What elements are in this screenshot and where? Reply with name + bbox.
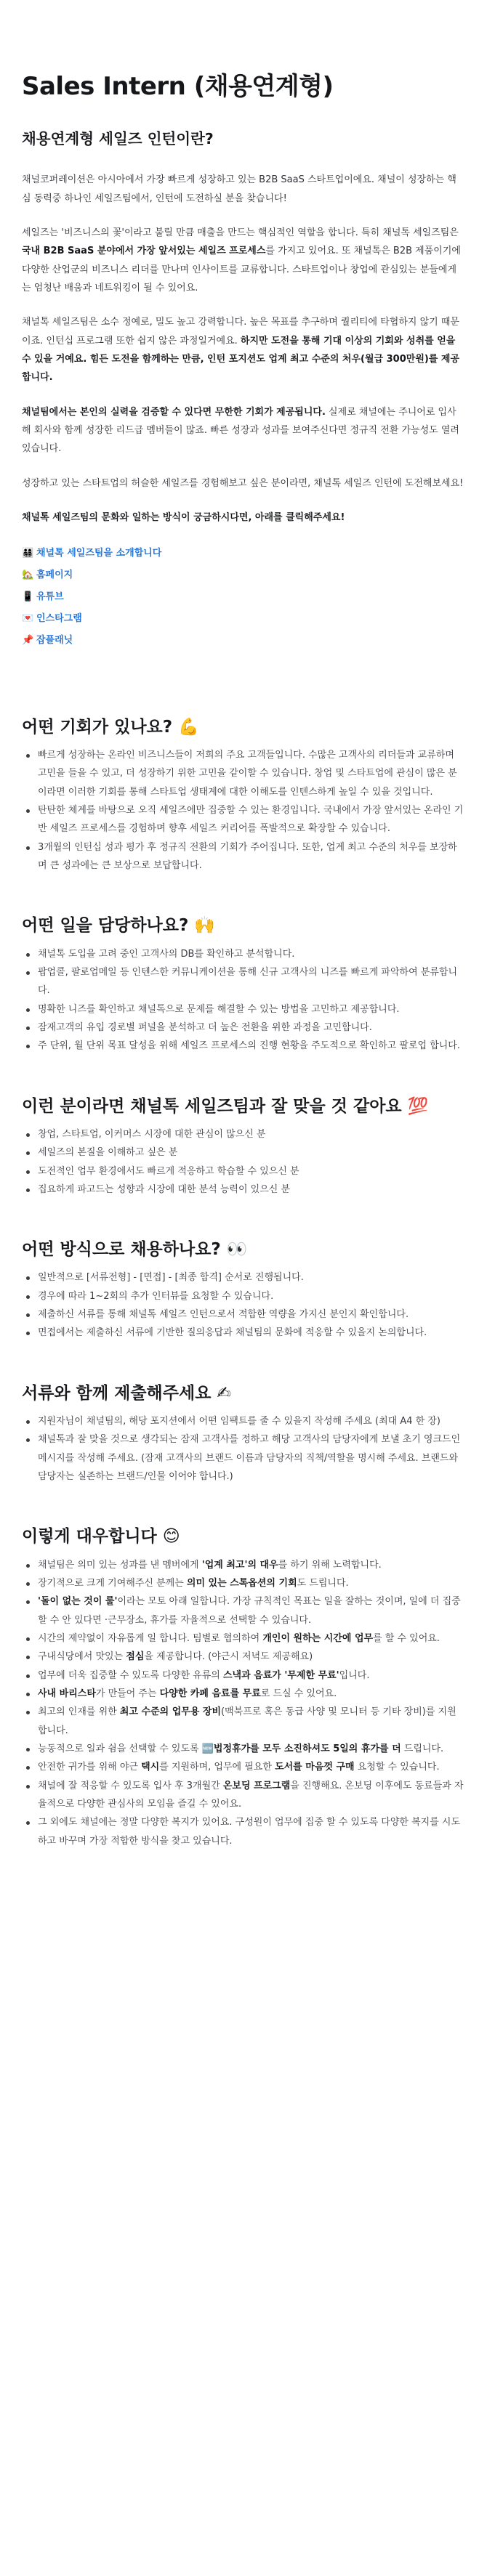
list-item: 창업, 스타트업, 이커머스 시장에 대한 관심이 많으신 분 [22,1125,465,1143]
list-item: 일반적으로 [서류전형] - [면접] - [최종 합격] 순서로 진행됩니다. [22,1268,465,1287]
bold-text: 최고 수준의 업무용 장비 [119,1706,222,1718]
text: 그 외에도 채널에는 정말 다양한 복지가 있어요. 구성원이 업무에 집중 할 수 있도록 다양한 복지를 시도하고 바꾸며 가장 적합한 방식을 찾고 있습니다. [38,1817,460,1847]
text: 도 드립니다. [297,1577,349,1589]
list-item: 잠재고객의 유입 경로별 퍼널을 분석하고 더 높은 전환을 위한 과정을 고민합니다. [22,1018,465,1037]
bold-text: 점심 [126,1651,145,1663]
text: 요청할 수 있습니다. [354,1762,440,1773]
text: 최고의 인재를 위한 [38,1706,120,1718]
section-heading: 이렇게 대우합니다 😊 [22,1527,180,1547]
section-heading: 어떤 방식으로 채용하나요? 👀 [22,1240,248,1260]
house-icon: 🏡 [22,570,34,581]
bold-text: 스낵과 음료가 '무제한 무료' [222,1669,339,1681]
list-item: 제출하신 서류를 통해 채널톡 세일즈 인턴으로서 적합한 역량을 가지신 분인지 확인합니다. [22,1305,465,1324]
list-item [22,1648,465,1666]
list-item: 팝업콜, 팔로업메일 등 인텐스한 커뮤니케이션을 통해 신규 고객사의 니즈를 빠르게 파악하여 분류합니다. [22,963,465,1000]
section-heading: 서류와 함께 제출해주세요 ✍ [22,1383,231,1403]
list-item: 명확한 니즈를 확인하고 채널톡으로 문제를 해결할 수 있는 방법을 고민하고 제공합니다. [22,1000,465,1018]
list-item [22,1629,465,1648]
list-item: 집요하게 파고드는 성향과 시장에 대한 분석 능력이 있으신 분 [22,1180,465,1199]
bullet-list [22,1125,465,1199]
text: 채널에 잘 적응할 수 있도록 입사 후 3개월간 [38,1780,223,1791]
text: 가 만들어 주는 [95,1688,160,1699]
list-item: 지원자님이 채널팀의, 해당 포지션에서 어떤 임팩트를 줄 수 있을지 작성해 주세요 (최대 A4 한 장) [22,1412,465,1430]
list-item [22,1574,465,1592]
link-row [22,630,465,652]
text: 로 드실 수 있어요. [260,1688,337,1699]
bold-text: '업계 최고'의 대우 [201,1559,278,1571]
text: 능동적으로 일과 쉼을 선택할 수 있도록 [38,1743,202,1754]
bold-text: 택시 [141,1762,160,1773]
link-row [22,564,465,586]
family-icon: 👨‍👩‍👧‍👦 [22,548,34,559]
phone-icon: 📱 [22,591,34,603]
page-title: Sales Intern (채용연계형) [22,72,334,101]
link-instagram[interactable]: 인스타그램 [36,613,82,625]
section-hiring-process [22,1238,465,1342]
list-item: 탄탄한 체계를 바탕으로 오직 세일즈에만 집중할 수 있는 환경입니다. 국내에서 가장 앞서있는 온라인 기반 세일즈 프로세스를 경험하며 향후 세일즈 커리어를 폭발적으로 확장할 수 있습니다. [22,801,465,838]
bullet-list [22,746,465,875]
link-homepage[interactable]: 홈페이지 [36,570,73,581]
section-heading: 어떤 일을 담당하나요? 🙌 [22,916,215,936]
list-item [22,1685,465,1703]
list-item: 채널톡과 잘 맞을 것으로 생각되는 잠재 고객사를 정하고 해당 고객사의 담당자에게 보낼 초기 영크드인 메시지를 작성해 주세요. (잠재 고객사의 브랜드 이름과 담당자의 직책/역할을 명시해 주세요. 브랜드와 담당자는 실존하는 브랜드/인물 이어야 합니다.) [22,1430,465,1486]
bold-text: 도서를 마음껏 구매 [275,1762,355,1773]
text: 업무에 더욱 집중할 수 있도록 다양한 유류의 [38,1669,223,1681]
section-heading: 이런 분이라면 채널톡 세일즈팀과 잘 맞을 것 같아요 💯 [22,1096,429,1116]
text: 채널팀은 의미 있는 성과를 낸 멤버에게 [38,1559,202,1571]
bullet-list [22,1556,465,1851]
list-item: 면접에서는 제출하신 서류에 기반한 질의응답과 채널팀의 문화에 적응할 수 있을지 논의합니다. [22,1324,465,1342]
link-row [22,608,465,630]
list-item [22,1556,465,1574]
link-youtube[interactable]: 유튜브 [36,591,64,603]
bold-text: 사내 바리스타 [38,1688,96,1699]
list-item: 빠르게 성장하는 온라인 비즈니스들이 저희의 주요 고객들입니다. 수많은 고객사의 리더들과 교류하며 고민을 들을 수 있고, 더 성장하기 위한 고민을 같이할 수 있습니다. 창업 및 스타트업에 관심이 많은 분이라면 이러한 기회를 통해 스타트업 생태계에 대한 이해도를 인텐스하게 높일 수 있을 것입니다. [22,746,465,801]
intro-callout: 채널톡 세일즈팀의 문화와 일하는 방식이 궁금하시다면, 아래를 클릭해주세요! [22,512,345,523]
bold-text: '돌이 없는 것이 룰' [38,1596,118,1608]
list-item: 3개월의 인턴십 성과 평가 후 정규직 전환의 기회가 주어집니다. 또한, 업계 최고 수준의 처우를 보장하며 큰 성과에는 큰 보상으로 보답합니다. [22,838,465,875]
list-item: 세일즈의 본질을 이해하고 싶은 분 [22,1143,465,1162]
intro-paragraph: 채널톡 세일즈팀은 소수 정예로, 밀도 높고 강력합니다. 높은 목표를 추구하며 퀄리티에 타협하지 않기 때문이죠. 인턴십 프로그램 또한 쉽지 않은 과정일거예요. 하지만 도전을 통해 기대 이상의 기회와 성취를 얻을 수 있을 거예요. 힘든 도전을 함께하는 만큼, 인턴 포지션도 업계 최고 수준의 처우(월급 300만원)를 제공합니다. [22,317,460,384]
text: 를 할 수 있어요. [373,1632,440,1644]
bold-text: 🆕법정휴가를 모두 소진하셔도 5일의 휴가를 더 [201,1743,401,1754]
list-item [22,1813,465,1850]
list-item: 도전적인 업무 환경에서도 빠르게 적응하고 학습할 수 있으신 분 [22,1162,465,1180]
pushpin-icon: 📌 [22,634,34,646]
text: 을 제공합니다. (야근시 저녁도 제공해요) [144,1651,313,1663]
intro-paragraph: 세일즈는 '비즈니스의 꽃'이라고 불릴 만큼 매출을 만드는 핵심적인 역할을 합니다. 특히 채널톡 세일즈팀은 국내 B2B SaaS 분야에서 가장 앞서있는 세일즈 프로세스를 가지고 있어요. 또 채널톡은 B2B 제품이기에 다양한 산업군의 비즈니스 리더를 만나며 인사이트를 교류합니다. 스타트업이나 창업에 관심있는 분들에게는 엄청난 배움과 네트워킹이 될 수 있어요. [22,227,461,293]
link-jobplanet[interactable]: 잡플래닛 [36,634,73,646]
link-sales-team-intro[interactable]: 채널톡 세일즈팀을 소개합니다 [36,548,162,559]
text: 안전한 귀가를 위해 야근 [38,1762,142,1773]
text: 시간의 제약없이 자유롭게 일 합니다. 팀별로 협의하여 [38,1632,263,1644]
section-benefits [22,1525,465,1850]
text: 입니다. [339,1669,370,1681]
text: 장기적으로 크게 기여해주신 분께는 [38,1577,187,1589]
text: 을 진행해요. 온보딩 이후에도 동료들과 자율적으로 다양한 관심사의 모임을 즐길 수 있어요. [38,1780,464,1810]
list-item [22,1740,465,1758]
text: 이라는 모토 아래 일합니다. 가장 규칙적인 목표는 일을 잘하는 것이며, 일에 더 집중할 수 안 있다면 ·근무장소, 휴가를 자율적으로 선택할 수 있습니다. [38,1596,461,1626]
text: 를 지원하며, 업무에 필요한 [159,1762,275,1773]
bullet-list [22,1412,465,1486]
list-item: 주 단위, 월 단위 목표 달성을 위해 세일즈 프로세스의 진행 현황을 주도적으로 확인하고 팔로업 합니다. [22,1037,465,1055]
list-item [22,1703,465,1740]
bullet-list [22,945,465,1056]
intro-body [22,171,465,527]
list-item [22,1758,465,1776]
intro-paragraph: 채널코퍼레이션은 아시아에서 가장 빠르게 성장하고 있는 B2B SaaS 스타트업이에요. 채널이 성장하는 핵심 동력중 하나인 세일즈팀에서, 인턴에 도전하실 분을 찾습니다! [22,174,456,204]
link-list [22,543,465,651]
section-opportunities [22,716,465,875]
bold-text: 다양한 카페 음료를 무료 [159,1688,261,1699]
text: (맥북프로 혹은 동급 사양 및 모니터 등 기타 장비)를 지원합니다. [38,1706,456,1736]
link-row [22,543,465,564]
bullet-list [22,1268,465,1342]
text: 드립니다. [401,1743,444,1754]
intro-paragraph: 채널팀에서는 본인의 실력을 검증할 수 있다면 무한한 기회가 제공됩니다. 실제로 채널에는 주니어로 입사해 회사와 함께 성장한 리드급 멤버들이 많죠. 빠른 성장과 성과를 보여주신다면 정규직 전환 가능성도 열려 있습니다. [22,406,459,455]
text: 구내식당에서 맛있는 [38,1651,126,1663]
section-responsibilities [22,914,465,1055]
link-row [22,586,465,608]
list-item [22,1666,465,1685]
section-heading: 어떤 기회가 있나요? 💪 [22,717,199,737]
section-submission [22,1382,465,1486]
list-item [22,1777,465,1814]
bold-text: 의미 있는 스톡옵션의 기회 [186,1577,297,1589]
intro-heading: 채용연계형 세일즈 인턴이란? [22,129,214,147]
list-item: 채널톡 도입을 고려 중인 고객사의 DB를 확인하고 분석합니다. [22,945,465,963]
bold-text: 온보딩 프로그램 [222,1780,291,1791]
section-fit [22,1095,465,1199]
love-letter-icon: 💌 [22,613,34,625]
list-item: 경우에 따라 1~2회의 추가 인터뷰를 요청할 수 있습니다. [22,1287,465,1305]
list-item [22,1592,465,1629]
intro-paragraph: 성장하고 있는 스타트업의 허슬한 세일즈를 경험해보고 싶은 분이라면, 채널톡 세일즈 인턴에 도전해보세요! [22,477,464,489]
text: 를 하기 위해 노력합니다. [278,1559,382,1571]
bold-text: 개인이 원하는 시간에 업무 [262,1632,374,1644]
